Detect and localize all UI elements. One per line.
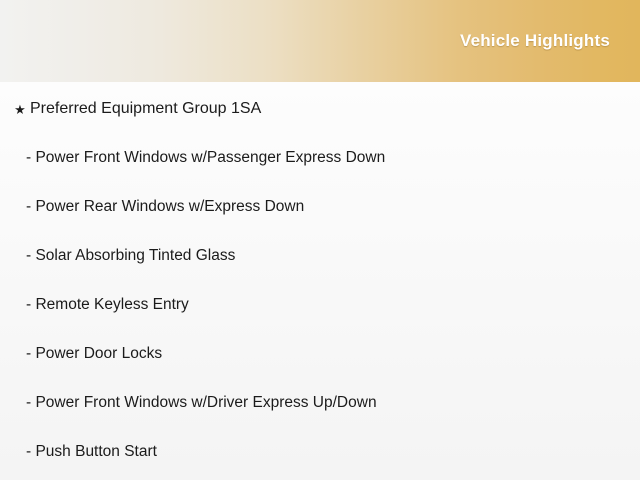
list-item-label: - Power Front Windows w/Driver Express Up/Down: [26, 394, 377, 411]
list-item-label: - Remote Keyless Entry: [26, 296, 189, 313]
page-title: Vehicle Highlights: [459, 31, 610, 50]
list-item-label: - Power Front Windows w/Passenger Express Down: [26, 149, 386, 166]
list-item: [0, 245, 640, 294]
page-header: [0, 0, 640, 82]
list-item-label: - Power Door Locks: [26, 345, 163, 362]
list-item: [0, 196, 640, 245]
list-item: [0, 147, 640, 196]
star-icon: ★: [14, 102, 26, 117]
features-list: [0, 82, 640, 490]
list-item: [0, 343, 640, 392]
list-item-label: - Power Rear Windows w/Express Down: [26, 198, 305, 215]
list-item: [0, 392, 640, 441]
list-item-label: Preferred Equipment Group 1SA: [30, 100, 262, 117]
list-item-label: - Push Button Start: [26, 443, 157, 460]
list-item-label: - Solar Absorbing Tinted Glass: [26, 247, 236, 264]
list-item: [0, 98, 640, 147]
list-item: [0, 294, 640, 343]
list-item: [0, 441, 640, 490]
